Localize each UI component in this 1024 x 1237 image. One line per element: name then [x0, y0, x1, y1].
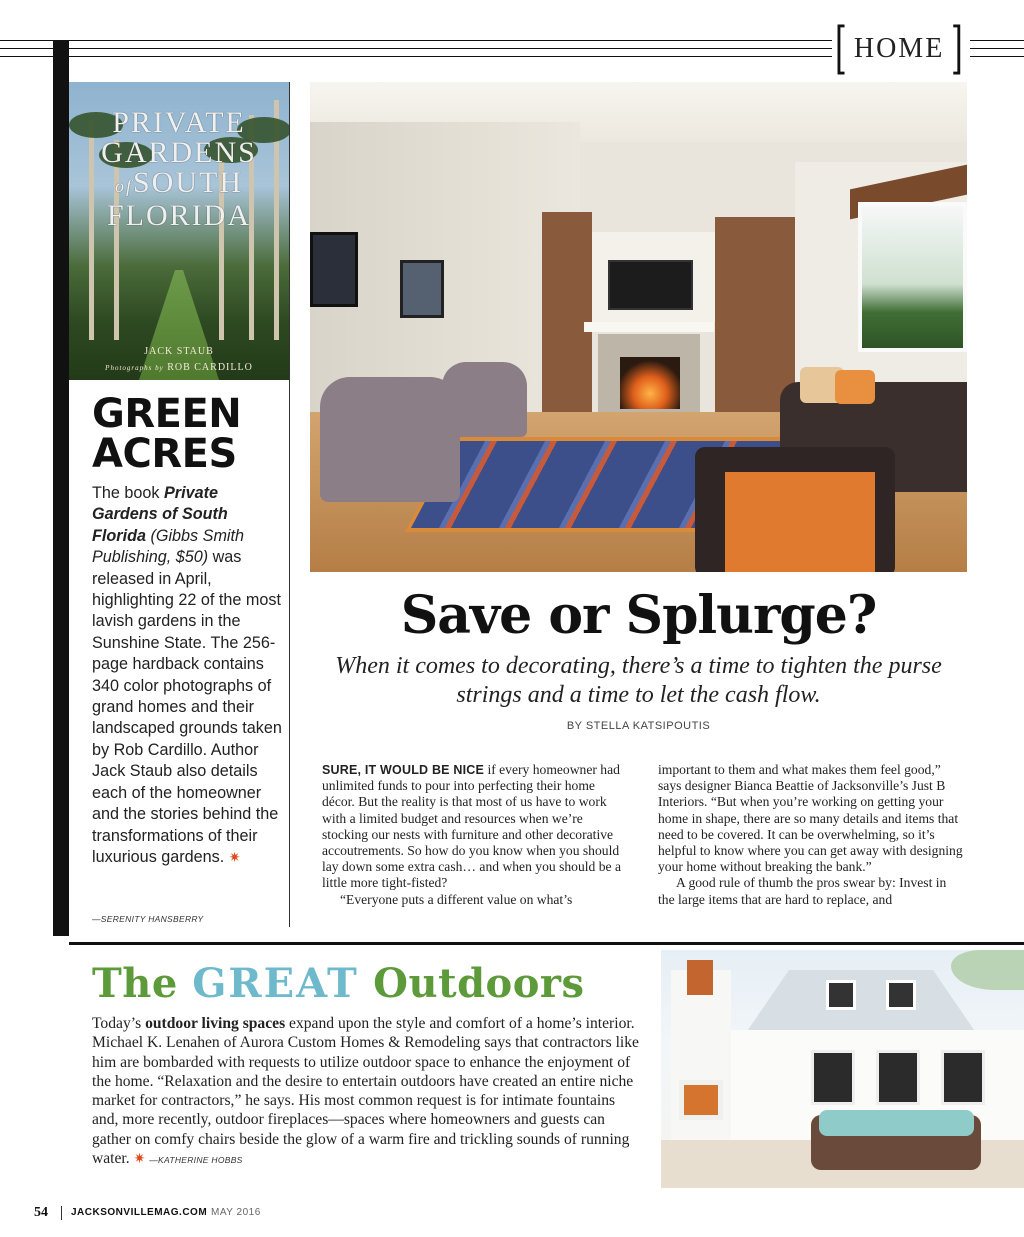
sidebar-heading: GREEN ACRES — [92, 391, 242, 477]
article-lead-in: SURE, IT WOULD BE NICE — [322, 763, 485, 777]
folio-website: JACKSONVILLEMAG.COM — [71, 1207, 208, 1218]
header-rule-right-top — [970, 40, 1024, 41]
section-label: HOME — [853, 33, 945, 64]
book-cover-author: JACK STAUB — [144, 346, 214, 357]
header-rule-right-mid — [970, 48, 1024, 49]
article-paragraph: A good rule of thumb the pros swear by: Invest in the large items that are hard to replace, and — [658, 875, 947, 907]
article-paragraph: “Everyone puts a different value on what’s — [340, 891, 573, 907]
sidebar-body: The book Private Gardens of South Florida (Gibbs Smith Publishing, $50) was released in April, highlighting 22 of the most lavish gardens in the Sunshine State. The 256-page hardback contains 340 color photographs of grand homes and their landscaped grounds taken by Rob Cardillo. Author Jack Staub also details each of the homeowner and the stories behind the transformations of their luxurious gardens. ✷ — [92, 484, 282, 866]
section-tag — [830, 16, 968, 81]
section-bracket-open: [ — [834, 16, 847, 81]
outdoors-credit: —KATHERINE HOBBS — [149, 1155, 243, 1166]
header-rule-top — [0, 40, 832, 41]
section-divider — [69, 942, 1024, 945]
end-mark-icon: ✷ — [228, 849, 241, 866]
article-paragraph: SURE, IT WOULD BE NICE if every homeowner had unlimited funds to pour into perfecting their home décor. But the reality is that most of us have to work with a limited budget and resources when we’re stocking our nests with furniture and other decorative accoutrements. So how do you know when you should lay down some extra cash… and when you should be a little more tight-fisted? — [322, 762, 621, 891]
header-rule-bottom — [0, 56, 832, 57]
living-room-photo — [310, 82, 967, 572]
vertical-accent-bar — [53, 40, 69, 936]
outdoor-patio-photo — [661, 950, 1024, 1188]
outdoors-bold-phrase: outdoor living spaces — [145, 1015, 286, 1032]
article-column-1 — [322, 762, 630, 908]
book-cover-photographer: Photographs by ROB CARDILLO — [105, 362, 253, 373]
outdoors-heading: The GREAT Outdoors — [92, 960, 585, 1007]
section-bracket-close: ] — [951, 16, 964, 81]
outdoors-body: Today’s outdoor living spaces expand upon the style and comfort of a home’s interior. Michael K. Lenahen of Aurora Custom Homes & Remodeling says that contractors like him are bombarded with requests to utilize outdoor space to enhance the enjoyment of the home. “Relaxation and the desire to entertain outdoors have created an entire niche market for contractors,” he says. His most common request is for intimate fountains and, more recently, outdoor fireplaces—spaces where homeowners and guests can gather on comfy chairs beside the glow of a warm fire and trickling sounds of running water. ✷ —KATHERINE HOBBS — [92, 1015, 639, 1168]
header-rule-mid — [0, 48, 832, 49]
folio-date: MAY 2016 — [211, 1207, 261, 1218]
sidebar-book-title: Private Gardens of South Florida — [92, 484, 228, 545]
article-dek: When it comes to decorating, there’s a time to tighten the purse strings and a time to let the cash flow. — [335, 653, 942, 708]
article-column-2 — [658, 762, 966, 908]
sidebar-divider — [289, 82, 290, 927]
page-number: 54 — [34, 1205, 48, 1220]
end-mark-icon: ✷ — [133, 1151, 146, 1168]
header-rule-right-bottom — [970, 56, 1024, 57]
book-cover-image — [69, 82, 289, 380]
article-headline: Save or Splurge? — [400, 585, 877, 646]
book-cover-title: PRIVATE GARDENS ofSOUTH FLORIDA — [101, 106, 257, 232]
sidebar-credit: —SERENITY HANSBERRY — [92, 914, 204, 924]
article-paragraph: important to them and what makes them feel good,” says designer Bianca Beattie of Jacksonville’s Just B Interiors. “But when you’re working on getting your home in shape, there are so many details and items that need to be covered. It can be overwhelming, so it’s helpful to know where you can get away with designing your home without breaking the bank.” — [658, 762, 963, 875]
folio-separator — [61, 1206, 62, 1220]
article-byline: BY STELLA KATSIPOUTIS — [566, 720, 711, 732]
